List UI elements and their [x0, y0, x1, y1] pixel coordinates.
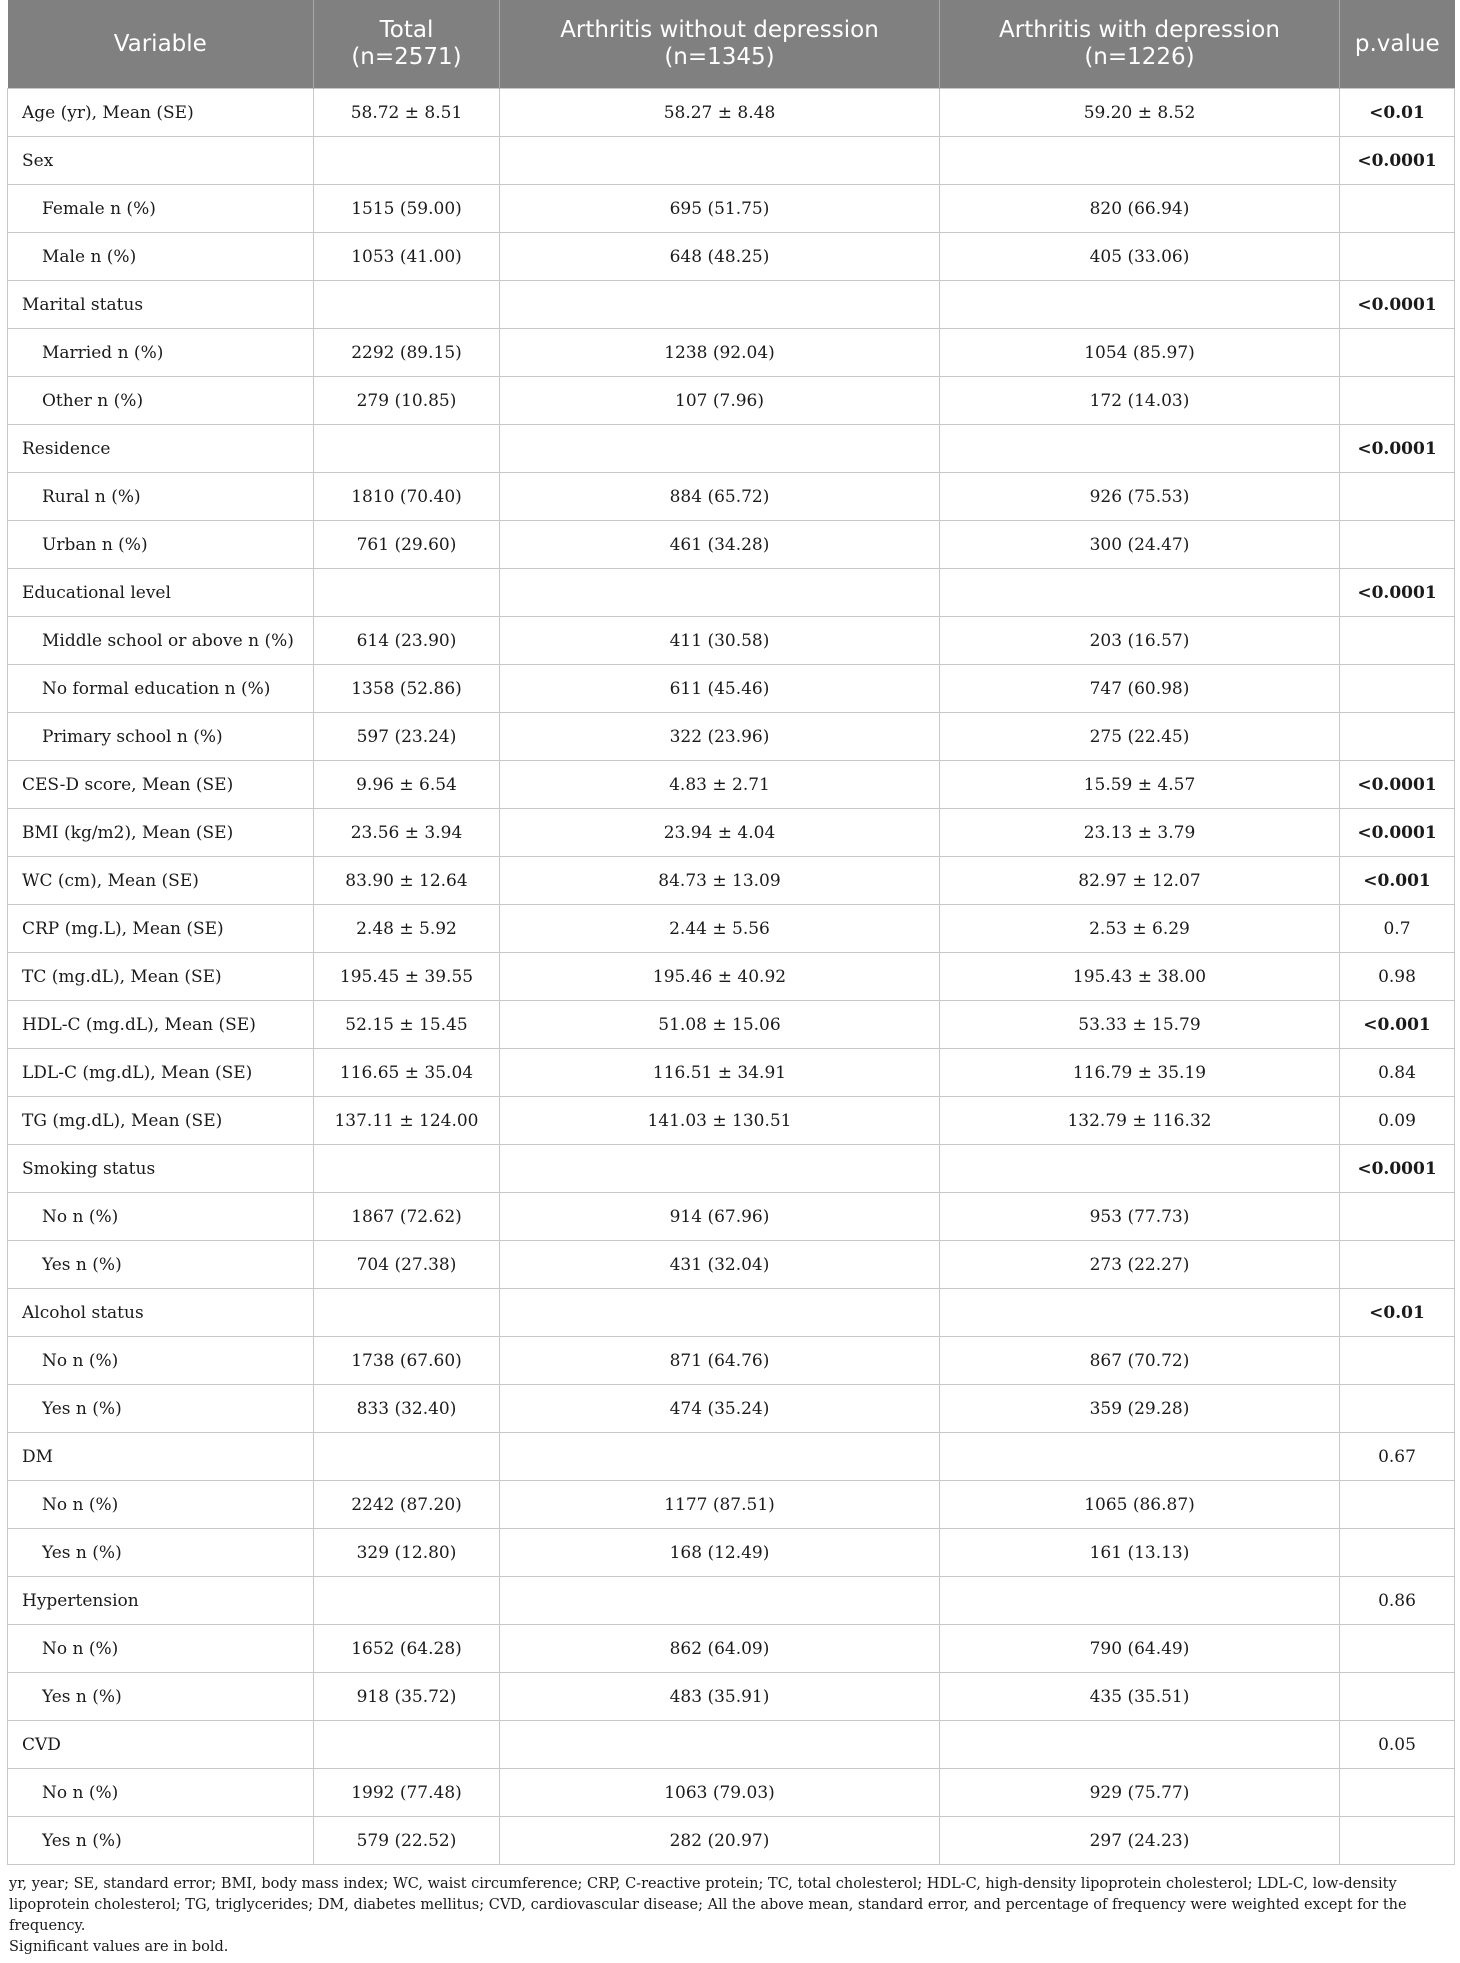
- total-cell: 329 (12.80): [314, 1529, 500, 1577]
- p-value-cell: 0.86: [1340, 1577, 1455, 1625]
- without-depression-cell: 862 (64.09): [500, 1625, 940, 1673]
- without-depression-cell: [500, 425, 940, 473]
- total-cell: 52.15 ± 15.45: [314, 1001, 500, 1049]
- table-row: [8, 137, 1455, 185]
- header-row: [8, 0, 1455, 89]
- table-row: [8, 1769, 1455, 1817]
- table-row: [8, 1481, 1455, 1529]
- variable-cell: TC (mg.dL), Mean (SE): [8, 953, 314, 1001]
- variable-cell: No n (%): [8, 1481, 314, 1529]
- variable-cell: Sex: [8, 137, 314, 185]
- p-value-cell: 0.05: [1340, 1721, 1455, 1769]
- without-depression-cell: 611 (45.46): [500, 665, 940, 713]
- with-depression-cell: [940, 425, 1340, 473]
- variable-cell: No n (%): [8, 1625, 314, 1673]
- p-value-cell: <0.0001: [1340, 569, 1455, 617]
- variable-cell: BMI (kg/m2), Mean (SE): [8, 809, 314, 857]
- without-depression-cell: 58.27 ± 8.48: [500, 89, 940, 137]
- without-depression-cell: 116.51 ± 34.91: [500, 1049, 940, 1097]
- p-value-cell: [1340, 1817, 1455, 1865]
- with-depression-cell: 1054 (85.97): [940, 329, 1340, 377]
- without-depression-cell: 871 (64.76): [500, 1337, 940, 1385]
- p-value-cell: <0.0001: [1340, 137, 1455, 185]
- total-cell: 579 (22.52): [314, 1817, 500, 1865]
- total-cell: 2242 (87.20): [314, 1481, 500, 1529]
- p-value-cell: [1340, 617, 1455, 665]
- without-depression-cell: 282 (20.97): [500, 1817, 940, 1865]
- without-depression-cell: 322 (23.96): [500, 713, 940, 761]
- table-row: [8, 809, 1455, 857]
- baseline-characteristics-table: [7, 0, 1455, 1865]
- variable-cell: Age (yr), Mean (SE): [8, 89, 314, 137]
- total-cell: 1053 (41.00): [314, 233, 500, 281]
- variable-cell: Smoking status: [8, 1145, 314, 1193]
- with-depression-cell: 172 (14.03): [940, 377, 1340, 425]
- without-depression-cell: [500, 569, 940, 617]
- without-depression-cell: 107 (7.96): [500, 377, 940, 425]
- total-cell: 597 (23.24): [314, 713, 500, 761]
- variable-cell: Hypertension: [8, 1577, 314, 1625]
- total-cell: 83.90 ± 12.64: [314, 857, 500, 905]
- p-value-cell: [1340, 377, 1455, 425]
- table-row: [8, 953, 1455, 1001]
- with-depression-cell: 203 (16.57): [940, 617, 1340, 665]
- p-value-cell: 0.09: [1340, 1097, 1455, 1145]
- p-value-cell: [1340, 329, 1455, 377]
- total-cell: 1358 (52.86): [314, 665, 500, 713]
- with-depression-cell: 747 (60.98): [940, 665, 1340, 713]
- with-depression-cell: 820 (66.94): [940, 185, 1340, 233]
- variable-cell: Rural n (%): [8, 473, 314, 521]
- variable-cell: HDL-C (mg.dL), Mean (SE): [8, 1001, 314, 1049]
- total-cell: [314, 569, 500, 617]
- table-row: [8, 1529, 1455, 1577]
- total-cell: 279 (10.85): [314, 377, 500, 425]
- table-row: [8, 1049, 1455, 1097]
- total-cell: 1867 (72.62): [314, 1193, 500, 1241]
- without-depression-cell: 168 (12.49): [500, 1529, 940, 1577]
- variable-cell: LDL-C (mg.dL), Mean (SE): [8, 1049, 314, 1097]
- table-row: [8, 713, 1455, 761]
- table-row: [8, 1433, 1455, 1481]
- total-cell: [314, 1577, 500, 1625]
- total-cell: 1515 (59.00): [314, 185, 500, 233]
- with-depression-cell: [940, 281, 1340, 329]
- without-depression-cell: [500, 1721, 940, 1769]
- total-cell: 833 (32.40): [314, 1385, 500, 1433]
- with-depression-cell: [940, 137, 1340, 185]
- p-value-cell: 0.67: [1340, 1433, 1455, 1481]
- p-value-cell: <0.001: [1340, 857, 1455, 905]
- table-row: [8, 569, 1455, 617]
- with-depression-cell: 405 (33.06): [940, 233, 1340, 281]
- without-depression-cell: 474 (35.24): [500, 1385, 940, 1433]
- p-value-cell: [1340, 1673, 1455, 1721]
- with-depression-cell: [940, 1721, 1340, 1769]
- without-depression-cell: 84.73 ± 13.09: [500, 857, 940, 905]
- variable-cell: Yes n (%): [8, 1817, 314, 1865]
- with-depression-cell: 1065 (86.87): [940, 1481, 1340, 1529]
- header-p-value: p.value: [1340, 0, 1455, 89]
- with-depression-cell: 161 (13.13): [940, 1529, 1340, 1577]
- without-depression-cell: [500, 1145, 940, 1193]
- without-depression-cell: [500, 281, 940, 329]
- with-depression-cell: 275 (22.45): [940, 713, 1340, 761]
- variable-cell: Male n (%): [8, 233, 314, 281]
- p-value-cell: 0.84: [1340, 1049, 1455, 1097]
- table-row: [8, 1577, 1455, 1625]
- table-row: [8, 1241, 1455, 1289]
- p-value-cell: <0.0001: [1340, 281, 1455, 329]
- total-cell: 58.72 ± 8.51: [314, 89, 500, 137]
- with-depression-cell: [940, 569, 1340, 617]
- table-row: [8, 1289, 1455, 1337]
- variable-cell: Other n (%): [8, 377, 314, 425]
- total-cell: [314, 137, 500, 185]
- total-cell: 23.56 ± 3.94: [314, 809, 500, 857]
- without-depression-cell: 4.83 ± 2.71: [500, 761, 940, 809]
- total-cell: 137.11 ± 124.00: [314, 1097, 500, 1145]
- with-depression-cell: 195.43 ± 38.00: [940, 953, 1340, 1001]
- table-body: [8, 89, 1455, 1865]
- with-depression-cell: 132.79 ± 116.32: [940, 1097, 1340, 1145]
- p-value-cell: 0.7: [1340, 905, 1455, 953]
- with-depression-cell: 116.79 ± 35.19: [940, 1049, 1340, 1097]
- table-row: [8, 1337, 1455, 1385]
- p-value-cell: 0.98: [1340, 953, 1455, 1001]
- p-value-cell: [1340, 521, 1455, 569]
- with-depression-cell: [940, 1289, 1340, 1337]
- table-row: [8, 521, 1455, 569]
- table-footnote: [7, 1874, 1454, 1958]
- header-variable: Variable: [8, 0, 314, 89]
- total-cell: [314, 281, 500, 329]
- variable-cell: Alcohol status: [8, 1289, 314, 1337]
- variable-cell: Primary school n (%): [8, 713, 314, 761]
- footnote-abbreviations: yr, year; SE, standard error; BMI, body mass index; WC, waist circumference; CRP, C-reactive protein; TC, total cholesterol; HDL-C, high-density lipoprotein cholesterol; LDL-C, low-density lipoprotein cholesterol; TG, triglycerides; DM, diabetes mellitus; CVD, cardiovascular disease; All the above mean, standard error, and percentage of frequency were weighted except for the frequency.: [9, 1876, 1407, 1934]
- p-value-cell: [1340, 233, 1455, 281]
- variable-cell: Yes n (%): [8, 1241, 314, 1289]
- table-row: [8, 377, 1455, 425]
- without-depression-cell: 2.44 ± 5.56: [500, 905, 940, 953]
- p-value-cell: <0.01: [1340, 89, 1455, 137]
- table-row: [8, 1193, 1455, 1241]
- p-value-cell: <0.0001: [1340, 1145, 1455, 1193]
- p-value-cell: <0.0001: [1340, 809, 1455, 857]
- table-row: [8, 761, 1455, 809]
- table-row: [8, 617, 1455, 665]
- with-depression-cell: 59.20 ± 8.52: [940, 89, 1340, 137]
- variable-cell: Educational level: [8, 569, 314, 617]
- without-depression-cell: [500, 1433, 940, 1481]
- table-header: [8, 0, 1455, 89]
- table-row: [8, 1673, 1455, 1721]
- table-row: [8, 281, 1455, 329]
- p-value-cell: [1340, 1625, 1455, 1673]
- with-depression-cell: [940, 1577, 1340, 1625]
- with-depression-cell: 15.59 ± 4.57: [940, 761, 1340, 809]
- p-value-cell: <0.0001: [1340, 761, 1455, 809]
- total-cell: 918 (35.72): [314, 1673, 500, 1721]
- p-value-cell: <0.0001: [1340, 425, 1455, 473]
- header-with-depression: Arthritis with depression (n=1226): [940, 0, 1340, 89]
- variable-cell: TG (mg.dL), Mean (SE): [8, 1097, 314, 1145]
- p-value-cell: [1340, 473, 1455, 521]
- p-value-cell: [1340, 1481, 1455, 1529]
- with-depression-cell: 359 (29.28): [940, 1385, 1340, 1433]
- without-depression-cell: 695 (51.75): [500, 185, 940, 233]
- total-cell: 1652 (64.28): [314, 1625, 500, 1673]
- variable-cell: Residence: [8, 425, 314, 473]
- total-cell: 2292 (89.15): [314, 329, 500, 377]
- variable-cell: No formal education n (%): [8, 665, 314, 713]
- with-depression-cell: 297 (24.23): [940, 1817, 1340, 1865]
- variable-cell: CES-D score, Mean (SE): [8, 761, 314, 809]
- variable-cell: Married n (%): [8, 329, 314, 377]
- without-depression-cell: [500, 1289, 940, 1337]
- table-row: [8, 473, 1455, 521]
- total-cell: 761 (29.60): [314, 521, 500, 569]
- variable-cell: Urban n (%): [8, 521, 314, 569]
- p-value-cell: [1340, 1769, 1455, 1817]
- table-row: [8, 1097, 1455, 1145]
- table-row: [8, 905, 1455, 953]
- total-cell: [314, 1289, 500, 1337]
- variable-cell: CRP (mg.L), Mean (SE): [8, 905, 314, 953]
- table-row: [8, 233, 1455, 281]
- header-total: Total (n=2571): [314, 0, 500, 89]
- with-depression-cell: 82.97 ± 12.07: [940, 857, 1340, 905]
- footnote-significance: Significant values are in bold.: [9, 1939, 229, 1955]
- without-depression-cell: [500, 1577, 940, 1625]
- p-value-cell: <0.01: [1340, 1289, 1455, 1337]
- table-row: [8, 1001, 1455, 1049]
- table-row: [8, 665, 1455, 713]
- p-value-cell: [1340, 1385, 1455, 1433]
- table-row: [8, 857, 1455, 905]
- table-row: [8, 425, 1455, 473]
- p-value-cell: [1340, 1529, 1455, 1577]
- without-depression-cell: 411 (30.58): [500, 617, 940, 665]
- p-value-cell: [1340, 1193, 1455, 1241]
- with-depression-cell: 273 (22.27): [940, 1241, 1340, 1289]
- variable-cell: WC (cm), Mean (SE): [8, 857, 314, 905]
- p-value-cell: [1340, 665, 1455, 713]
- variable-cell: Female n (%): [8, 185, 314, 233]
- total-cell: 116.65 ± 35.04: [314, 1049, 500, 1097]
- variable-cell: DM: [8, 1433, 314, 1481]
- without-depression-cell: 1063 (79.03): [500, 1769, 940, 1817]
- without-depression-cell: 884 (65.72): [500, 473, 940, 521]
- with-depression-cell: 929 (75.77): [940, 1769, 1340, 1817]
- without-depression-cell: [500, 137, 940, 185]
- variable-cell: Marital status: [8, 281, 314, 329]
- with-depression-cell: 435 (35.51): [940, 1673, 1340, 1721]
- table-row: [8, 1385, 1455, 1433]
- table-container: [7, 0, 1454, 1958]
- total-cell: 195.45 ± 39.55: [314, 953, 500, 1001]
- variable-cell: Yes n (%): [8, 1673, 314, 1721]
- without-depression-cell: 483 (35.91): [500, 1673, 940, 1721]
- total-cell: 1738 (67.60): [314, 1337, 500, 1385]
- table-row: [8, 1625, 1455, 1673]
- variable-cell: CVD: [8, 1721, 314, 1769]
- table-row: [8, 89, 1455, 137]
- header-without-depression: Arthritis without depression (n=1345): [500, 0, 940, 89]
- table-row: [8, 185, 1455, 233]
- without-depression-cell: 51.08 ± 15.06: [500, 1001, 940, 1049]
- with-depression-cell: 790 (64.49): [940, 1625, 1340, 1673]
- variable-cell: No n (%): [8, 1193, 314, 1241]
- with-depression-cell: 926 (75.53): [940, 473, 1340, 521]
- table-row: [8, 1721, 1455, 1769]
- without-depression-cell: 461 (34.28): [500, 521, 940, 569]
- with-depression-cell: 300 (24.47): [940, 521, 1340, 569]
- without-depression-cell: 1177 (87.51): [500, 1481, 940, 1529]
- with-depression-cell: 953 (77.73): [940, 1193, 1340, 1241]
- total-cell: [314, 1721, 500, 1769]
- p-value-cell: [1340, 1337, 1455, 1385]
- without-depression-cell: 195.46 ± 40.92: [500, 953, 940, 1001]
- p-value-cell: [1340, 1241, 1455, 1289]
- with-depression-cell: 2.53 ± 6.29: [940, 905, 1340, 953]
- total-cell: 704 (27.38): [314, 1241, 500, 1289]
- table-row: [8, 1145, 1455, 1193]
- without-depression-cell: 648 (48.25): [500, 233, 940, 281]
- total-cell: [314, 1145, 500, 1193]
- total-cell: 2.48 ± 5.92: [314, 905, 500, 953]
- total-cell: 1810 (70.40): [314, 473, 500, 521]
- without-depression-cell: 1238 (92.04): [500, 329, 940, 377]
- variable-cell: No n (%): [8, 1769, 314, 1817]
- total-cell: 614 (23.90): [314, 617, 500, 665]
- variable-cell: No n (%): [8, 1337, 314, 1385]
- variable-cell: Middle school or above n (%): [8, 617, 314, 665]
- without-depression-cell: 431 (32.04): [500, 1241, 940, 1289]
- without-depression-cell: 141.03 ± 130.51: [500, 1097, 940, 1145]
- variable-cell: Yes n (%): [8, 1529, 314, 1577]
- with-depression-cell: 23.13 ± 3.79: [940, 809, 1340, 857]
- with-depression-cell: 867 (70.72): [940, 1337, 1340, 1385]
- total-cell: 9.96 ± 6.54: [314, 761, 500, 809]
- total-cell: [314, 425, 500, 473]
- p-value-cell: <0.001: [1340, 1001, 1455, 1049]
- table-row: [8, 329, 1455, 377]
- variable-cell: Yes n (%): [8, 1385, 314, 1433]
- p-value-cell: [1340, 185, 1455, 233]
- without-depression-cell: 914 (67.96): [500, 1193, 940, 1241]
- table-row: [8, 1817, 1455, 1865]
- p-value-cell: [1340, 713, 1455, 761]
- with-depression-cell: 53.33 ± 15.79: [940, 1001, 1340, 1049]
- total-cell: [314, 1433, 500, 1481]
- without-depression-cell: 23.94 ± 4.04: [500, 809, 940, 857]
- with-depression-cell: [940, 1145, 1340, 1193]
- total-cell: 1992 (77.48): [314, 1769, 500, 1817]
- with-depression-cell: [940, 1433, 1340, 1481]
